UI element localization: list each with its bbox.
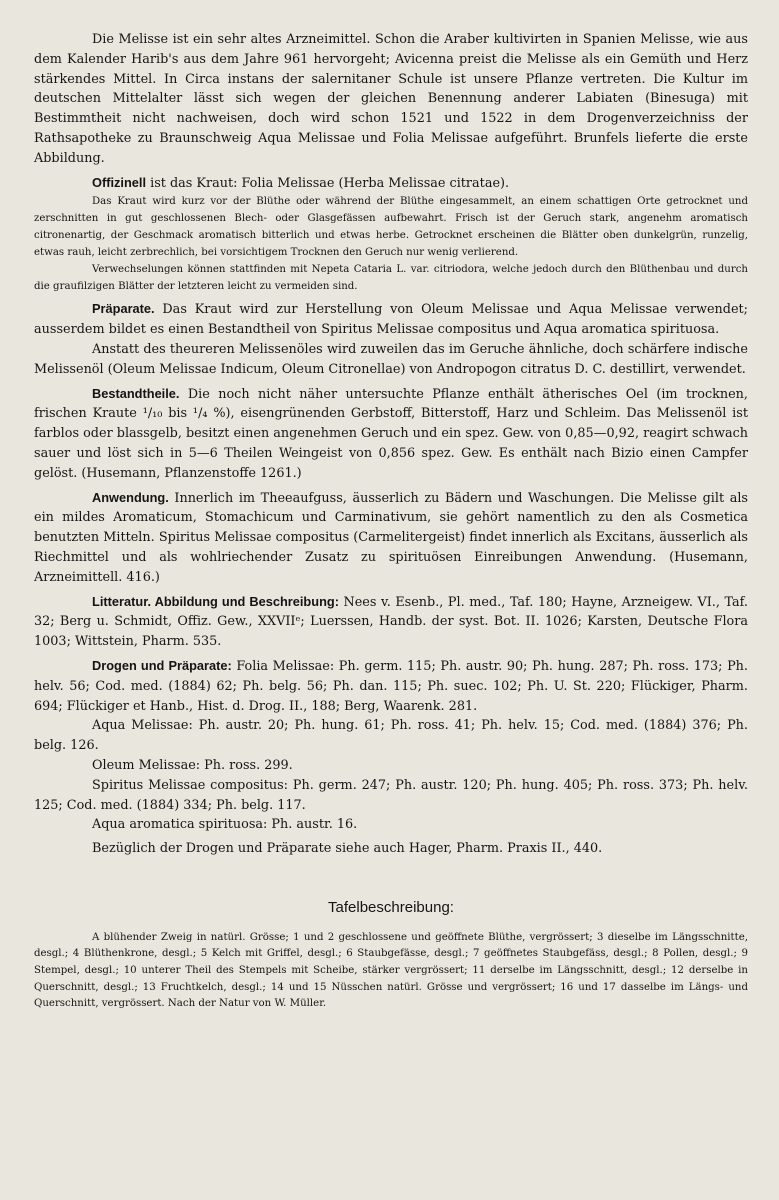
- heading-anwendung: Anwendung.: [92, 489, 169, 505]
- document-body: [34, 30, 748, 1013]
- text-litteratur: Nees v. Esenb., Pl. med., Taf. 180; Hayne, Arzneigew. VI., Taf. 32; Berg u. Schmidt, Offiz. Gew., XXVIIᵉ; Luerssen, Handb. der syst. Bot. II. 1026; Karsten, Deutsche Flora 1003; Wittstein, Pharm. 535.: [34, 594, 748, 650]
- paragraph-praeparate: [34, 299, 748, 340]
- text-bestandtheile: Die noch nicht näher untersuchte Pflanze enthält ätherisches Oel (im trocknen, frischen Kraute ¹/₁₀ bis ¹/₄ %), eisengrünenden Gerbstoff, Bitterstoff, Harz und Schleim. Das Melissenöl ist farblos oder blassgelb, besitzt einen angenehmen Geruch und ein spez. Gew. von 0,85—0,92, reagirt schwach sauer und löst sich in 5—6 Theilen Weingeist von 0,856 spez. Gew. Es enthält nach Bizio einen Campfer gelöst. (Husemann, Pflanzenstoffe 1261.): [34, 386, 749, 481]
- paragraph-verwechselungen: Verwechselungen können stattfinden mit Nepeta Cataria L. var. citriodora, welche jedoch durch den Blüthenbau und durch die graufilzigen Blätter der letzteren leicht zu vermeiden sind.: [34, 264, 748, 293]
- paragraph-litteratur: [34, 592, 748, 652]
- paragraph-spiritus: Spiritus Melissae compositus: Ph. germ. 247; Ph. austr. 120; Ph. hung. 405; Ph. ross. 373; Ph. helv. 125; Cod. med. (1884) 334; Ph. belg. 117.: [34, 777, 748, 813]
- paragraph-aqua-melissae: Aqua Melissae: Ph. austr. 20; Ph. hung. 61; Ph. ross. 41; Ph. helv. 15; Cod. med. (1884) 376; Ph. belg. 126.: [34, 718, 748, 754]
- paragraph-drogen: [34, 656, 748, 716]
- tafel-description: A blühender Zweig in natürl. Grösse; 1 und 2 geschlossene und geöffnete Blüthe, vergrössert; 3 dieselbe im Längsschnitte, desgl.; 4 Blüthenkrone, desgl.; 5 Kelch mit Griffel, desgl.; 6 Staubgefässe, desgl.; 7 geöffnetes Staubgefäss, desgl.; 8 Pollen, desgl.; 9 Stempel, desgl.; 10 unterer Theil des Stempels mit Scheibe, stärker vergrössert; 11 derselbe im Längsschnitt, desgl.; 12 derselbe in Querschnitt, desgl.; 13 Fruchtkelch, desgl.; 14 und 15 Nüsschen natürl. Grösse und vergrössert; 16 und 17 dasselbe im Längs- und Querschnitt, vergrössert. Nach der Natur von W. Müller.: [34, 931, 748, 1010]
- text-anwendung: Innerlich im Theeaufguss, äusserlich zu Bädern und Waschungen. Die Melisse gilt als ein mildes Aromaticum, Stomachicum und Carminativum, sie gehört namentlich zu den als Cosmetica benutzten Mitteln. Spiritus Melissae compositus (Carmelitergeist) findet innerlich als Excitans, äusserlich als Riechmittel und als wohlriechender Zusatz zu spirituösen Einreibungen Anwendung. (Husemann, Arzneimittell. 416.): [34, 490, 748, 585]
- heading-bestandtheile: Bestandtheile.: [92, 385, 180, 401]
- heading-drogen: Drogen und Präparate:: [92, 657, 232, 673]
- paragraph-anstatt: Anstatt des theureren Melissenöles wird zuweilen das im Geruche ähnliche, doch schärfere indische Melissenöl (Oleum Melissae Indicum, Oleum Citronellae) von Andropogon citratus D. C. destillirt, verwendet.: [34, 341, 748, 377]
- text-offizinell: ist das Kraut: Folia Melissae (Herba Melissae citratae).: [146, 175, 510, 191]
- tafel-title: Tafelbeschreibung:: [328, 898, 454, 916]
- text-drogen: Folia Melissae: Ph. germ. 115; Ph. austr. 90; Ph. hung. 287; Ph. ross. 173; Ph. helv. 56; Cod. med. (1884) 62; Ph. belg. 56; Ph. dan. 115; Ph. suec. 102; Ph. U. St. 220; Flückiger, Pharm. 694; Flückiger et Hanb., Hist. d. Drog. II., 188; Berg, Waarenk. 281.: [34, 658, 748, 714]
- heading-offizinell: Offizinell: [92, 174, 147, 190]
- text-praeparate: Das Kraut wird zur Herstellung von Oleum Melissae und Aqua Melissae verwendet; ausserdem bildet es einen Bestandtheil von Spiritus Melissae compositus und Aqua aromatica spirituosa.: [34, 302, 748, 338]
- paragraph-anwendung: [34, 488, 748, 588]
- paragraph-oleum-melissae: Oleum Melissae: Ph. ross. 299.: [92, 757, 293, 773]
- heading-praeparate: Präparate.: [92, 301, 155, 317]
- paragraph-bestandtheile: [34, 384, 748, 484]
- paragraph-kraut: Das Kraut wird kurz vor der Blüthe oder während der Blüthe eingesammelt, an einem schattigen Orte getrocknet und zerschnitten in gut geschlossenen Blech- oder Glasgefässen aufbewahrt. Frisch ist der Geruch stark, angenehm aromatisch citronenartig, der Geschmack aromatisch bitterlich und etwas herbe. Getrocknet erscheinen die Blätter oben dunkelgrün, runzelig, etwas rauh, leicht zerbrechlich, bei vorsichtigem Trocknen den Geruch nur wenig verlierend.: [34, 196, 748, 259]
- paragraph-history: Die Melisse ist ein sehr altes Arzneimittel. Schon die Araber kultivirten in Spanien Melisse, wie aus dem Kalender Harib's aus dem Jahre 961 hervorgeht; Avicenna preist die Melisse als ein Gemüth und Herz stärkendes Mittel. In Circa instans der salernitaner Schule ist unsere Pflanze vertreten. Die Kultur im deutschen Mittelalter lässt sich wegen der gleichen Benennung anderer Labiaten (Binesuga) mit Bestimmtheit nicht nachweisen, doch wird schon 1521 und 1522 in dem Drogenverzeichniss der Rathsapotheke zu Braunschweig Aqua Melissae und Folia Melissae aufgeführt. Brunfels lieferte die erste Abbildung.: [34, 32, 748, 166]
- paragraph-aqua-aromatica: Aqua aromatica spirituosa: Ph. austr. 16.: [92, 817, 358, 833]
- heading-litteratur: Litteratur. Abbildung und Beschreibung:: [92, 593, 339, 609]
- paragraph-offizinell: [34, 173, 748, 194]
- paragraph-bezueglich: Bezüglich der Drogen und Präparate siehe auch Hager, Pharm. Praxis II., 440.: [92, 841, 603, 857]
